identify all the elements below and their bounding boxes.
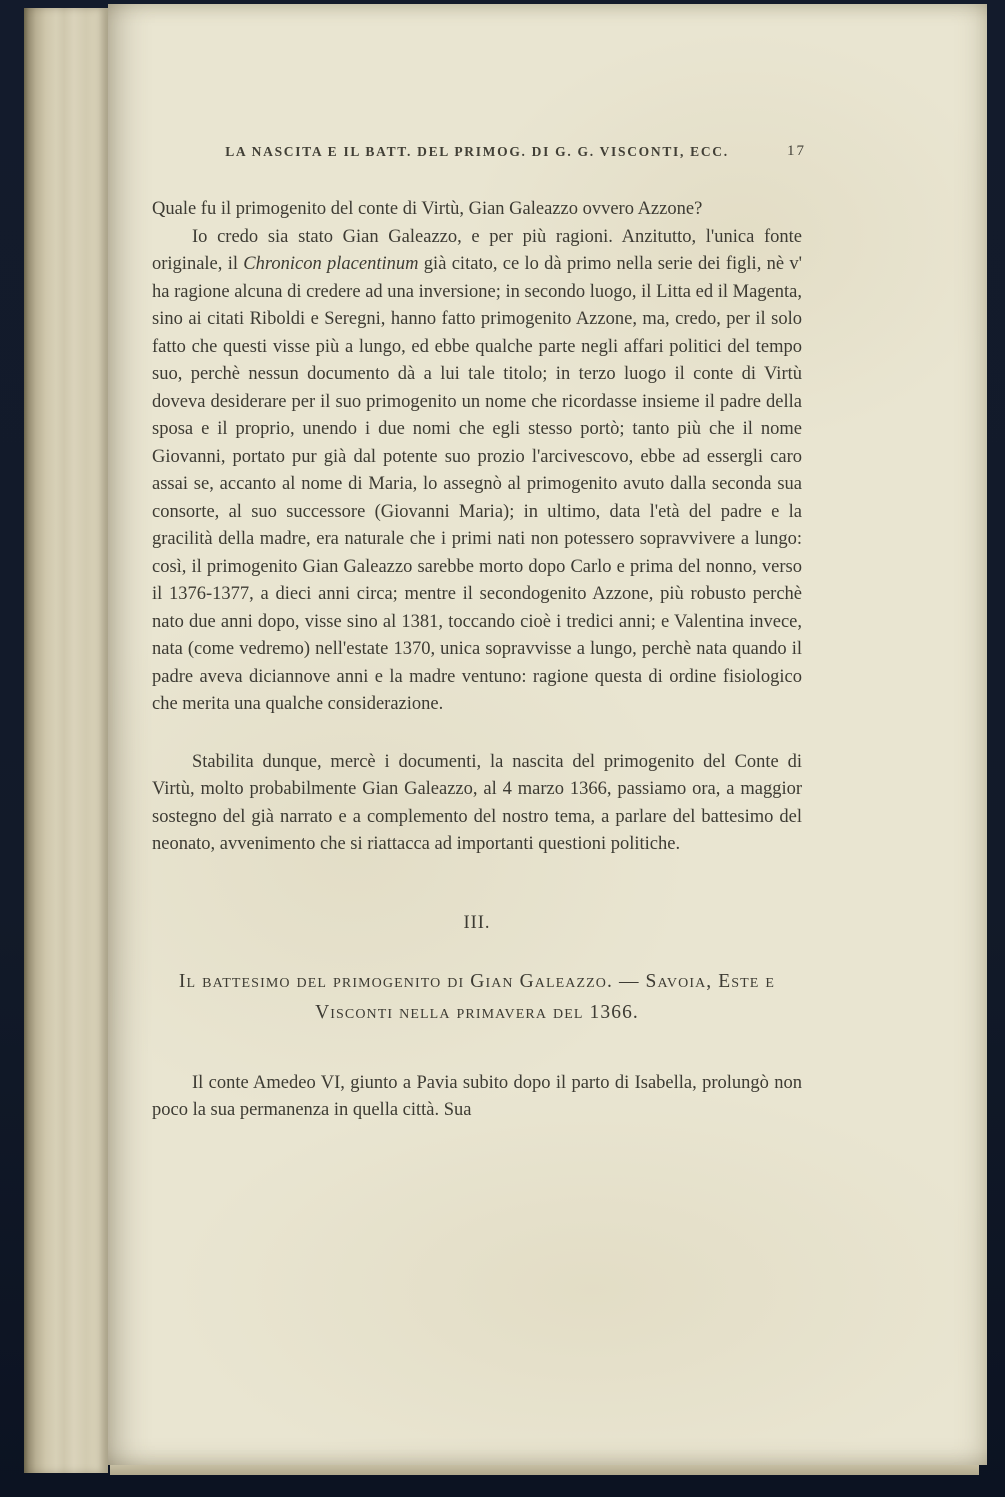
latin-work-title: Chronicon placentinum [243, 254, 419, 274]
paragraph-main-post: già citato, ce lo dà primo nella serie dei figli, nè v' ha ragione alcuna di credere ad una inversione; in secondo luogo, il Litta ed il Magenta, sino ai citati Riboldi e Seregni, hanno fatto primogenito Azzone, ma, credo, per il solo fatto che questi visse più a lungo, ed ebbe qualche parte negli affari politici del tempo suo, perchè nessun documento dà a lui tale titolo; in terzo luogo il conte di Virtù doveva desiderare per il suo primogenito un nome che ricordasse insieme il padre della sposa e il proprio, unendo i due nomi che egli stesso portò; tanto più che il nome Giovanni, portato pur già dal potente suo prozio l'arcivescovo, ebbe ad essergli caro assai se, accanto al nome di Maria, lo assegnò al primogenito avuto dalla seconda sua consorte, al suo successore (Giovanni Maria); in ultimo, data l'età del padre e la gracilità della madre, era naturale che i primi nati non potessero sopravvivere a lungo: così, il primogenito Gian Galeazzo sarebbe morto dopo Carlo e prima del nonno, verso il 1376-1377, a dieci anni circa; mentre il secondogenito Azzone, più robusto perchè nato due anni dopo, visse sino al 1381, toccando cioè i tredici anni; e Valentina invece, nata (come vedremo) nell'estate 1370, unica sopravvisse a lungo, perchè nata quando il padre aveva diciannove anni e la madre ventuno: ragione questa di ordine fisiologico che merita una qualche considerazione. [152, 254, 802, 714]
section-number: III. [463, 912, 491, 933]
section-heading: Il battesimo del primogenito di Gian Galeazzo. — Savoia, Este e Visconti nella primavera del 1366. [178, 970, 776, 1023]
page-number: 17 [787, 143, 806, 159]
running-head [152, 143, 806, 160]
page-edge-stack [24, 8, 108, 1473]
paragraph-main [152, 224, 802, 719]
paragraph-main-pre: Io credo sia stato Gian Galeazzo, e per più ragioni. Anzitutto, l'unica fonte originale, il [152, 226, 802, 274]
paragraph-conclusion: Stabilita dunque, mercè i documenti, la nascita del primogenito del Conte di Virtù, molto probabilmente Gian Galeazzo, al 4 marzo 1366, passiamo ora, a maggior sostegno del già narrato e a complemento del nostro tema, a parlare del battesimo del neonato, avvenimento che si riattacca ad importanti questioni politiche. [152, 751, 802, 854]
paragraph-new-section: Il conte Amedeo VI, giunto a Pavia subito dopo il parto di Isabella, prolungò non poco la sua permanenza in quella città. Sua [152, 1072, 802, 1120]
page-content [152, 143, 806, 1125]
paragraph-continuation: Quale fu il primogenito del conte di Virtù, Gian Galeazzo ovvero Azzone? [152, 199, 703, 219]
running-title: LA NASCITA E IL BATT. DEL PRIMOG. DI G. G. VISCONTI, ECC. [225, 144, 729, 159]
book-page [108, 4, 987, 1465]
